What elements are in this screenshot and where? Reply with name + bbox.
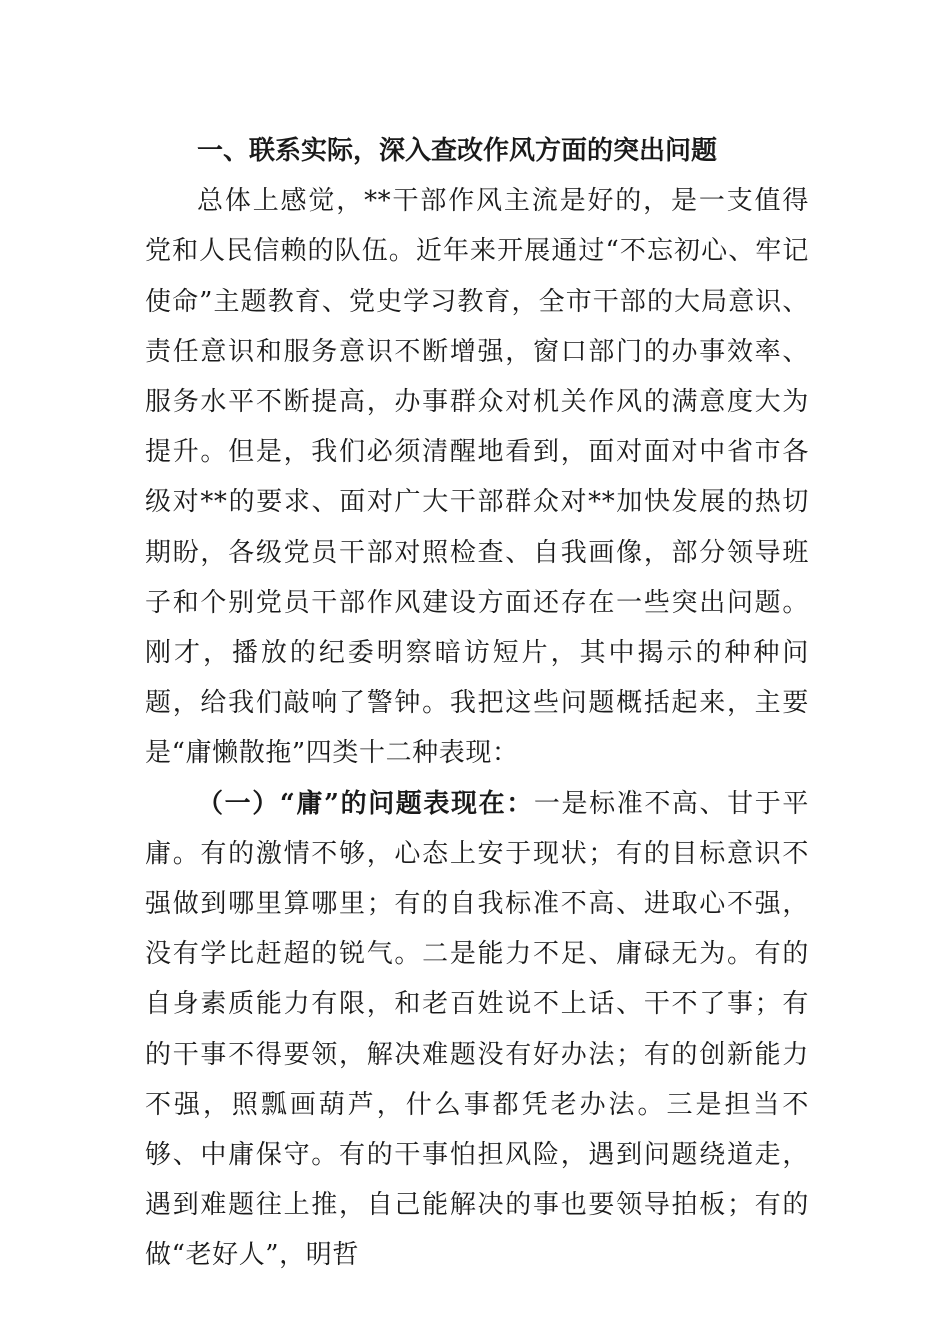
body-paragraph: 总体上感觉，**干部作风主流是好的，是一支值得党和人民信赖的队伍。近年来开展通过“不忘初心、牢记使命”主题教育、党史学习教育，全市干部的大局意识、责任意识和服务意识不断增强，窗口部门的办事效率、服务水平不断提高，办事群众对机关作风的满意度大为提升。但是，我们必须清醒地看到，面对面对中省市各级对**的要求、面对广大干部群众对**加快发展的热切期盼，各级党员干部对照检查、自我画像，部分领导班子和个别党员干部作风建设方面还存在一些突出问题。刚才，播放的纪委明察暗访短片，其中揭示的种种问题，给我们敲响了警钟。我把这些问题概括起来，主要是“庸懒散拖”四类十二种表现： xyxy=(145,186,809,769)
subsection-lead: （一）“庸”的问题表现在： xyxy=(197,788,534,819)
section-heading: 一、联系实际，深入查改作风方面的突出问题 xyxy=(197,136,718,166)
body-paragraph xyxy=(145,779,809,1281)
subsection-text: 一是标准不高、甘于平庸。有的激情不够，心态上安于现状；有的目标意识不强做到哪里算哪里；有的自我标准不高、进取心不强，没有学比赶超的锐气。二是能力不足、庸碌无为。有的自身素质能力有限，和老百姓说不上话、干不了事；有的干事不得要领，解决难题没有好办法；有的创新能力不强，照瓢画葫芦，什么事都凭老办法。三是担当不够、中庸保守。有的干事怕担风险，遇到问题绕道走，遇到难题往上推，自己能解决的事也要领导拍板；有的做“老好人”，明哲 xyxy=(145,788,809,1271)
document-body xyxy=(145,126,809,1281)
